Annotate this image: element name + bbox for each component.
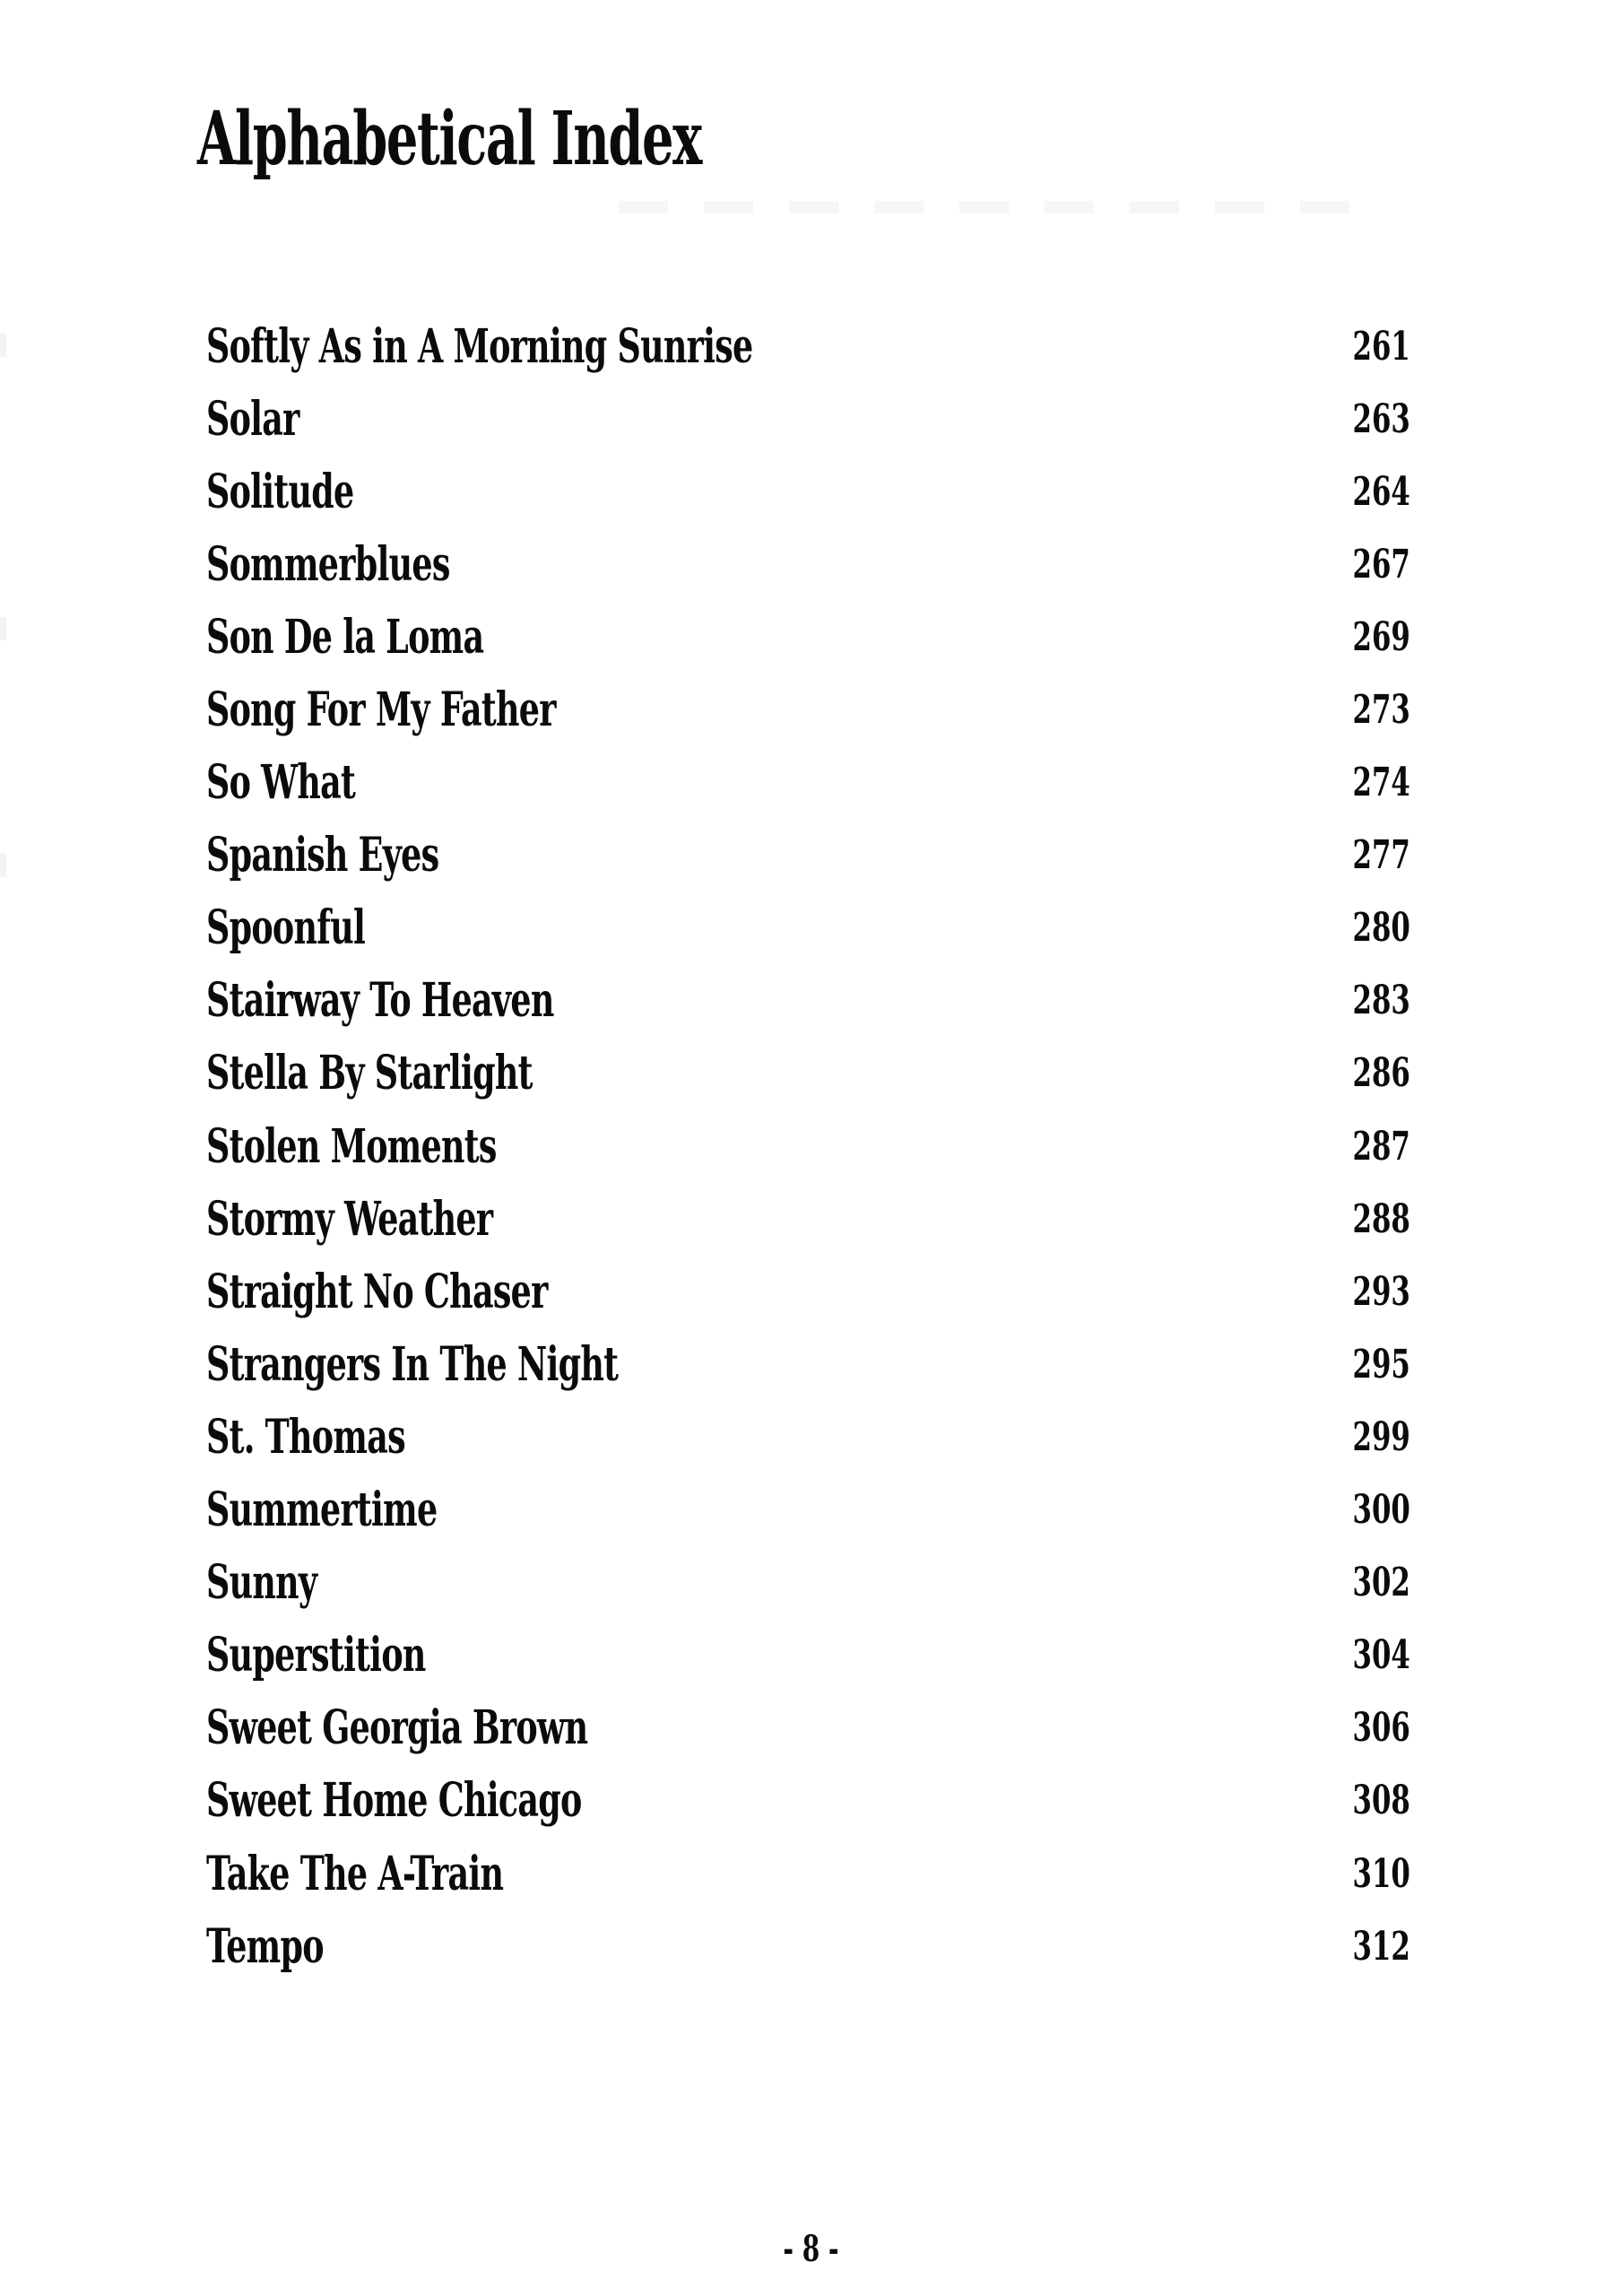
song-page-number: 264	[1352, 468, 1410, 515]
song-title: Straight No Chaser	[206, 1264, 548, 1319]
song-title: Stormy Weather	[206, 1191, 493, 1247]
index-row	[206, 1765, 1410, 1838]
song-page-number: 274	[1352, 760, 1410, 806]
index-row	[206, 747, 1410, 820]
scan-artifact	[0, 617, 6, 640]
index-row	[206, 1328, 1410, 1401]
index-row	[206, 1474, 1410, 1547]
song-title: Superstition	[206, 1628, 426, 1683]
song-title: Solitude	[206, 464, 354, 519]
song-title: Stolen Moments	[206, 1118, 497, 1174]
song-title: Sunny	[206, 1555, 317, 1611]
song-page-number: 293	[1352, 1268, 1410, 1315]
song-page-number: 261	[1352, 323, 1410, 370]
index-row	[206, 1838, 1410, 1910]
index-row	[206, 1692, 1410, 1765]
index-row	[206, 1620, 1410, 1692]
song-page-number: 302	[1352, 1560, 1410, 1606]
song-title: Song For My Father	[206, 683, 556, 738]
song-page-number: 269	[1352, 613, 1410, 660]
page-footer	[0, 2228, 1622, 2270]
index-row	[206, 1110, 1410, 1183]
song-page-number: 283	[1352, 978, 1410, 1024]
song-page-number: 263	[1352, 396, 1410, 442]
song-page-number: 304	[1352, 1632, 1410, 1679]
song-page-number: 280	[1352, 905, 1410, 952]
song-title: Sweet Georgia Brown	[206, 1700, 588, 1756]
page-title	[197, 96, 939, 182]
song-page-number: 299	[1352, 1413, 1410, 1460]
song-page-number: 308	[1352, 1778, 1410, 1824]
song-title: St. Thomas	[206, 1409, 405, 1465]
song-page-number: 310	[1352, 1850, 1410, 1897]
song-page-number: 286	[1352, 1050, 1410, 1097]
song-title: Strangers In The Night	[206, 1336, 619, 1392]
scan-artifact	[0, 334, 6, 357]
index-row	[206, 1256, 1410, 1328]
song-page-number: 306	[1352, 1705, 1410, 1752]
song-page-number: 295	[1352, 1341, 1410, 1387]
song-page-number: 277	[1352, 832, 1410, 879]
index-row	[206, 1910, 1410, 1983]
page-title-text: Alphabetical Index	[197, 96, 702, 182]
song-title: So What	[206, 755, 356, 811]
index-row	[206, 674, 1410, 746]
index-row	[206, 601, 1410, 674]
song-title: Spoonful	[206, 900, 366, 956]
song-title: Son De la Loma	[206, 609, 484, 665]
index-list	[206, 310, 1410, 1983]
song-page-number: 300	[1352, 1487, 1410, 1534]
song-title: Summertime	[206, 1483, 438, 1538]
song-title: Solar	[206, 391, 299, 447]
song-page-number: 273	[1352, 687, 1410, 734]
index-row	[206, 383, 1410, 456]
scan-artifact	[0, 854, 6, 877]
index-row	[206, 528, 1410, 601]
song-title: Take The A-Train	[206, 1846, 504, 1901]
index-row	[206, 1183, 1410, 1256]
song-title: Sweet Home Chicago	[206, 1773, 582, 1829]
footer-page-number: - 8 -	[783, 2228, 839, 2270]
index-row	[206, 820, 1410, 892]
song-page-number: 287	[1352, 1123, 1410, 1170]
index-row	[206, 456, 1410, 528]
scan-artifact	[619, 201, 1363, 213]
song-title: Stairway To Heaven	[206, 973, 554, 1029]
index-row	[206, 310, 1410, 383]
index-row	[206, 1038, 1410, 1110]
song-page-number: 267	[1352, 541, 1410, 587]
song-title: Stella By Starlight	[206, 1046, 533, 1101]
song-page-number: 288	[1352, 1196, 1410, 1242]
index-row	[206, 1547, 1410, 1620]
index-row	[206, 1401, 1410, 1474]
song-title: Sommerblues	[206, 536, 450, 592]
song-page-number: 312	[1352, 1923, 1410, 1970]
song-title: Spanish Eyes	[206, 828, 439, 883]
index-row	[206, 965, 1410, 1038]
song-title: Tempo	[206, 1918, 324, 1974]
index-row	[206, 892, 1410, 965]
song-title: Softly As in A Morning Sunrise	[206, 318, 753, 374]
